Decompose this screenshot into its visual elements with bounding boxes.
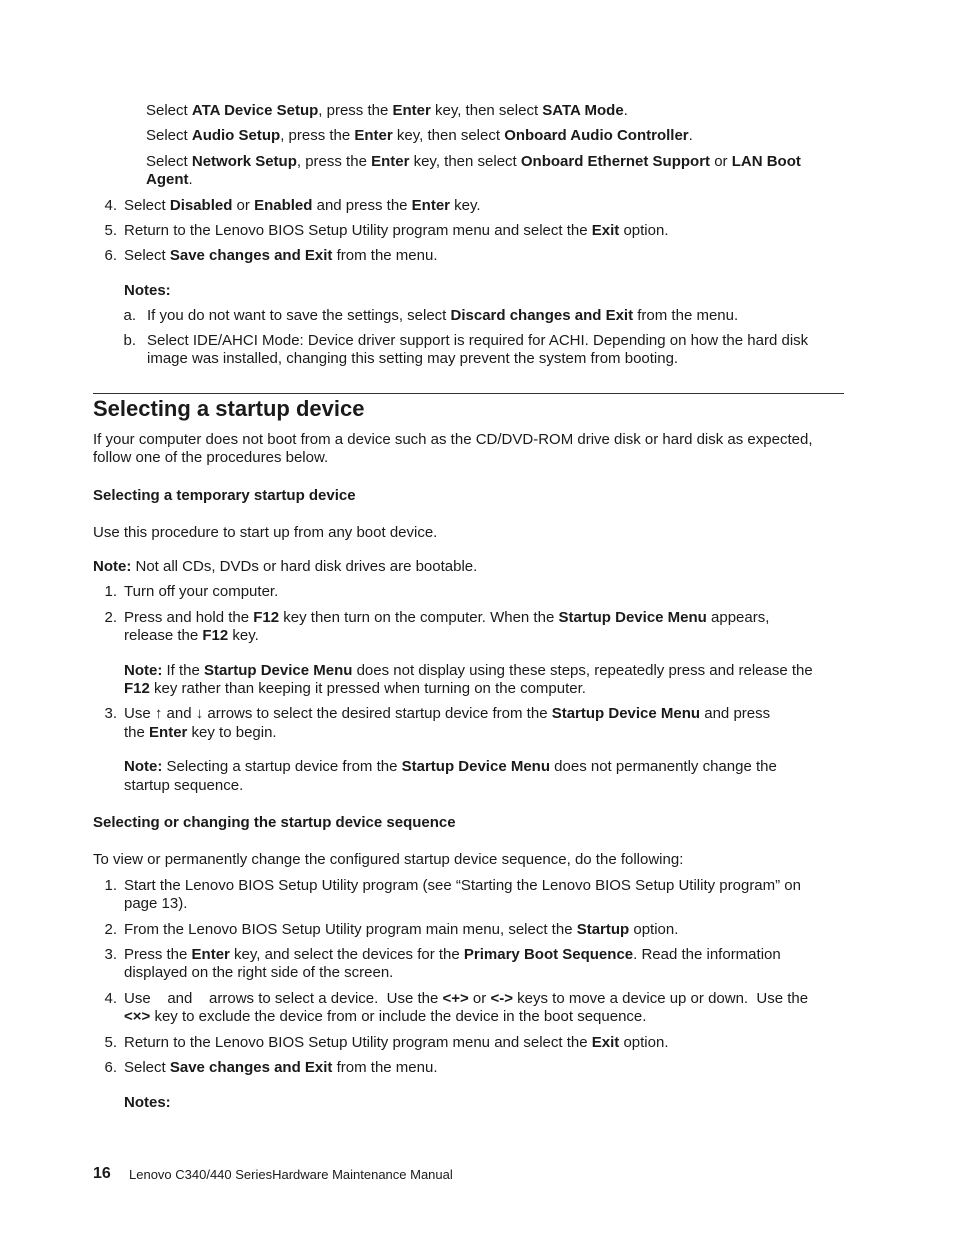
section-intro-cont: follow one of the procedures below. [93,449,329,466]
substep-ata: Select ATA Device Setup, press the Enter key, then select SATA Mode. [146,102,628,119]
temp-step-1: Turn off your computer. [124,583,279,600]
note-letter: b. [123,332,136,349]
subsection-title: Selecting or changing the startup device sequence [93,814,456,831]
footer-title: Lenovo C340/440 SeriesHardware Maintenance Manual [129,1167,453,1182]
note-bootable: Note: Not all CDs, DVDs or hard disk drives are bootable. [93,558,478,575]
subsection-intro: Use this procedure to start up from any boot device. [93,524,438,541]
note-a: If you do not want to save the settings, select Discard changes and Exit from the menu. [147,307,739,324]
step-number: 1. [104,583,117,600]
step-number: 3. [104,946,117,963]
temp-step-2-cont: release the F12 key. [124,627,259,644]
step-6: Select Save changes and Exit from the menu. [124,247,438,264]
section-title: Selecting a startup device [93,396,365,421]
page-number: 16 [93,1165,111,1182]
step-number: 2. [104,609,117,626]
step-number: 4. [104,990,117,1007]
step-5: Return to the Lenovo BIOS Setup Utility program menu and select the Exit option. [124,222,669,239]
step-number: 3. [104,705,117,722]
substep-audio: Select Audio Setup, press the Enter key, then select Onboard Audio Controller. [146,127,693,144]
substep-network: Select Network Setup, press the Enter key, then select Onboard Ethernet Support or LAN Boot [146,153,801,170]
substep-network-cont: Agent. [146,171,193,188]
step-number: 1. [104,877,117,894]
note-b: Select IDE/AHCI Mode: Device driver support is required for ACHI. Depending on how the hard disk [147,332,809,349]
section-divider [93,393,844,394]
note-b-cont: image was installed, changing this setting may prevent the system from booting. [147,350,679,367]
seq-step-6: Select Save changes and Exit from the menu. [124,1059,438,1076]
seq-step-3-cont: displayed on the right side of the screen. [124,964,394,981]
step-number: 4. [104,197,117,214]
step-number: 6. [104,247,117,264]
temp-step-3-cont: the Enter key to begin. [124,724,277,741]
step-4: Select Disabled or Enabled and press the Enter key. [124,197,481,214]
temp-step-2-note-cont: F12 key rather than keeping it pressed when turning on the computer. [124,680,586,697]
note-letter: a. [123,307,136,324]
step-number: 5. [104,222,117,239]
seq-step-4: Use and arrows to select a device. Use the <+> or <-> keys to move a device up or down. Use the [124,990,809,1007]
temp-step-3-note: Note: Selecting a startup device from the Startup Device Menu does not permanently change the [124,758,777,775]
seq-step-4-cont: <×> key to exclude the device from or include the device in the boot sequence. [124,1008,647,1025]
seq-step-5: Return to the Lenovo BIOS Setup Utility program menu and select the Exit option. [124,1034,669,1051]
step-number: 2. [104,921,117,938]
step-number: 5. [104,1034,117,1051]
temp-step-3: Use ↑ and ↓ arrows to select the desired startup device from the Startup Device Menu and press [124,705,771,722]
seq-step-1-cont: page 13). [124,895,188,912]
notes-heading: Notes: [124,1094,171,1111]
temp-step-3-note-cont: startup sequence. [124,777,244,794]
step-number: 6. [104,1059,117,1076]
subsection-intro: To view or permanently change the configured startup device sequence, do the following: [93,851,684,868]
seq-step-3: Press the Enter key, and select the devices for the Primary Boot Sequence. Read the information [124,946,781,963]
seq-step-1: Start the Lenovo BIOS Setup Utility program (see “Starting the Lenovo BIOS Setup Utility program” on [124,877,801,894]
seq-step-2: From the Lenovo BIOS Setup Utility program main menu, select the Startup option. [124,921,679,938]
temp-step-2: Press and hold the F12 key then turn on the computer. When the Startup Device Menu appears, [124,609,770,626]
temp-step-2-note: Note: If the Startup Device Menu does not display using these steps, repeatedly press and release the [124,662,813,679]
subsection-title: Selecting a temporary startup device [93,487,356,504]
notes-heading: Notes: [124,282,171,299]
section-intro: If your computer does not boot from a device such as the CD/DVD-ROM drive disk or hard disk as expected, [93,431,813,448]
